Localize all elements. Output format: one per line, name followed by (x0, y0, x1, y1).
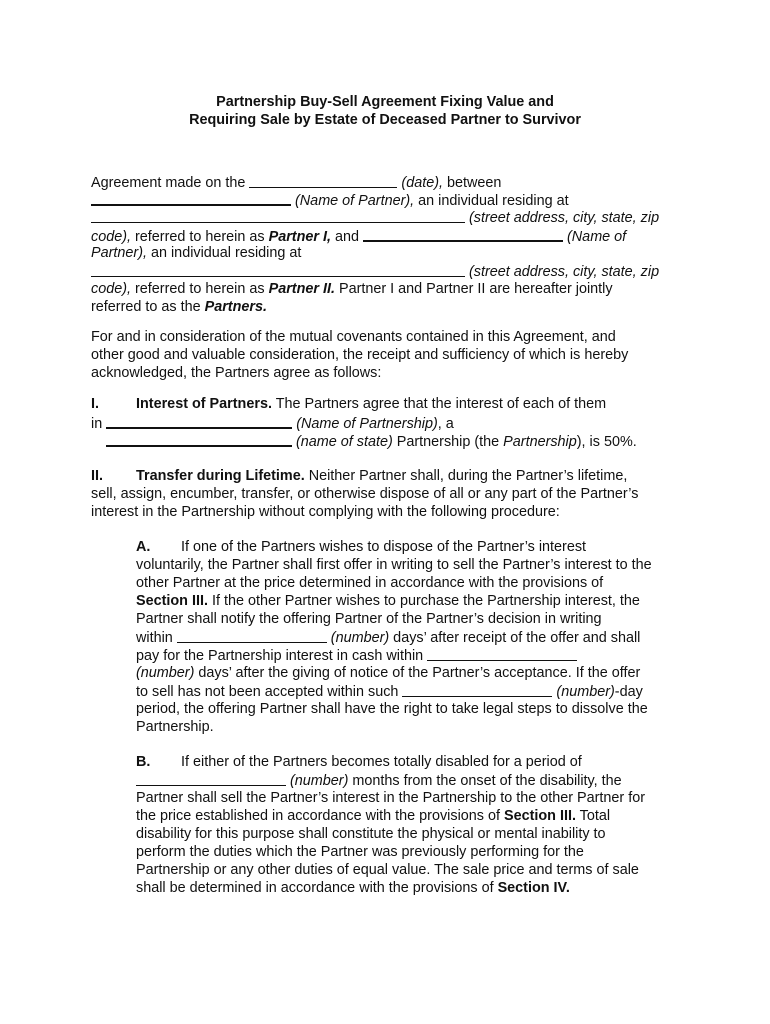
section-heading: Interest of Partners. (136, 396, 272, 412)
hint: (Name of Partner), (295, 193, 415, 209)
paragraph-label: A. (136, 539, 151, 555)
text: , a (437, 416, 454, 432)
text: If one of the Partners wishes to dispose of the Partner’s interest (181, 539, 587, 555)
text: Partner I and Partner II are hereafter jointly (334, 281, 613, 297)
text: If the other Partner wishes to purchase the Partnership interest, the (207, 593, 640, 609)
section-reference: Section IV. (497, 880, 570, 896)
payment-days-blank[interactable] (427, 646, 577, 661)
text: in (91, 416, 107, 432)
defined-term: Partner I, (268, 229, 331, 245)
hint: (Name of Partnership) (296, 416, 438, 432)
partner-2-name-blank[interactable] (363, 226, 563, 242)
hint: (number) (290, 773, 349, 789)
hint: (number) (136, 665, 195, 681)
partner-2-address-blank[interactable] (91, 262, 465, 277)
text: interest in the Partnership without complying with the following procedure: (91, 504, 560, 520)
partner-1-address-blank[interactable] (91, 208, 465, 223)
text: perform the duties which the Partner was previously performing for the (136, 844, 584, 860)
text: Partnership (the (392, 434, 504, 450)
text: referred to as the (91, 299, 205, 315)
text: shall be determined in accordance with the provisions of (136, 880, 498, 896)
hint: (date), (401, 175, 443, 191)
text: acknowledged, the Partners agree as follows: (91, 365, 382, 381)
text: months from the onset of the disability, the (348, 773, 622, 789)
text: referred to herein as (131, 229, 269, 245)
text: sell, assign, encumber, transfer, or otherwise dispose of all or any part of the Partner’s (91, 486, 639, 502)
offer-period-blank[interactable] (402, 682, 552, 697)
text: Agreement made on the (91, 175, 250, 191)
hint: (street address, city, state, zip (469, 264, 660, 280)
hint: code), (91, 229, 131, 245)
text: an individual residing at (146, 245, 302, 261)
disability-months-blank[interactable] (136, 771, 286, 786)
text: within (136, 630, 177, 646)
section-number: I. (91, 396, 99, 412)
text: Partner shall notify the offering Partner of the Partner’s decision in writing (136, 611, 602, 627)
text: to sell has not been accepted within such (136, 684, 403, 700)
text: Partner shall sell the Partner’s interest in the Partnership to the other Partner for (136, 790, 645, 806)
state-name-blank[interactable] (106, 431, 292, 447)
hint: code), (91, 281, 131, 297)
text: other Partner at the price determined in accordance with the provisions of (136, 575, 604, 591)
text: an individual residing at (414, 193, 569, 209)
partner-1-name-blank[interactable] (91, 190, 291, 206)
text: other good and valuable consideration, the receipt and sufficiency of which is hereby (91, 347, 629, 363)
text: Total (575, 808, 611, 824)
hint: (number) (556, 684, 615, 700)
section-heading: Transfer during Lifetime. (136, 468, 305, 484)
text: The Partners agree that the interest of each of them (271, 396, 607, 412)
text: If either of the Partners becomes totally disabled for a period of (181, 754, 582, 770)
section-number: II. (91, 468, 103, 484)
defined-term: Partnership (503, 434, 577, 450)
paragraph-label: B. (136, 754, 151, 770)
text: Neither Partner shall, during the Partner’s lifetime, (304, 468, 628, 484)
hint: Partner), (91, 245, 147, 261)
defined-term: Partners. (204, 299, 267, 315)
text: Partnership. (136, 719, 214, 735)
text: referred to herein as (131, 281, 269, 297)
text: period, the offering Partner shall have the right to take legal steps to dissolve the (136, 701, 648, 717)
section-reference: Section III. (136, 593, 208, 609)
text: Partnership or any other duties of equal value. The sale price and terms of sale (136, 862, 639, 878)
hint: (name of state) (296, 434, 393, 450)
text: and (330, 229, 363, 245)
text: pay for the Partnership interest in cash within (136, 648, 428, 664)
text: -day (614, 684, 643, 700)
defined-term: Partner II. (268, 281, 335, 297)
text: days’ after receipt of the offer and shall (389, 630, 641, 646)
hint: (street address, city, state, zip (469, 210, 660, 226)
document-title (0, 93, 770, 129)
partnership-name-blank[interactable] (106, 413, 292, 429)
text: disability for this purpose shall constitute the physical or mental inability to (136, 826, 606, 842)
hint: (Name of (567, 229, 627, 245)
text: between (443, 175, 502, 191)
text: For and in consideration of the mutual covenants contained in this Agreement, and (91, 329, 616, 345)
acceptance-days-blank[interactable] (177, 628, 327, 643)
text: days’ after the giving of notice of the Partner’s acceptance. If the offer (194, 665, 641, 681)
hint: (number) (330, 630, 390, 646)
date-blank[interactable] (249, 173, 397, 188)
title-line-1: Partnership Buy-Sell Agreement Fixing Value and (216, 94, 554, 110)
title-line-2: Requiring Sale by Estate of Deceased Partner to Survivor (189, 112, 581, 128)
text: voluntarily, the Partner shall first offer in writing to sell the Partner’s interest to the (136, 557, 652, 573)
section-reference: Section III. (503, 808, 576, 824)
text: ), is 50%. (576, 434, 637, 450)
text: the price established in accordance with the provisions of (136, 808, 504, 824)
